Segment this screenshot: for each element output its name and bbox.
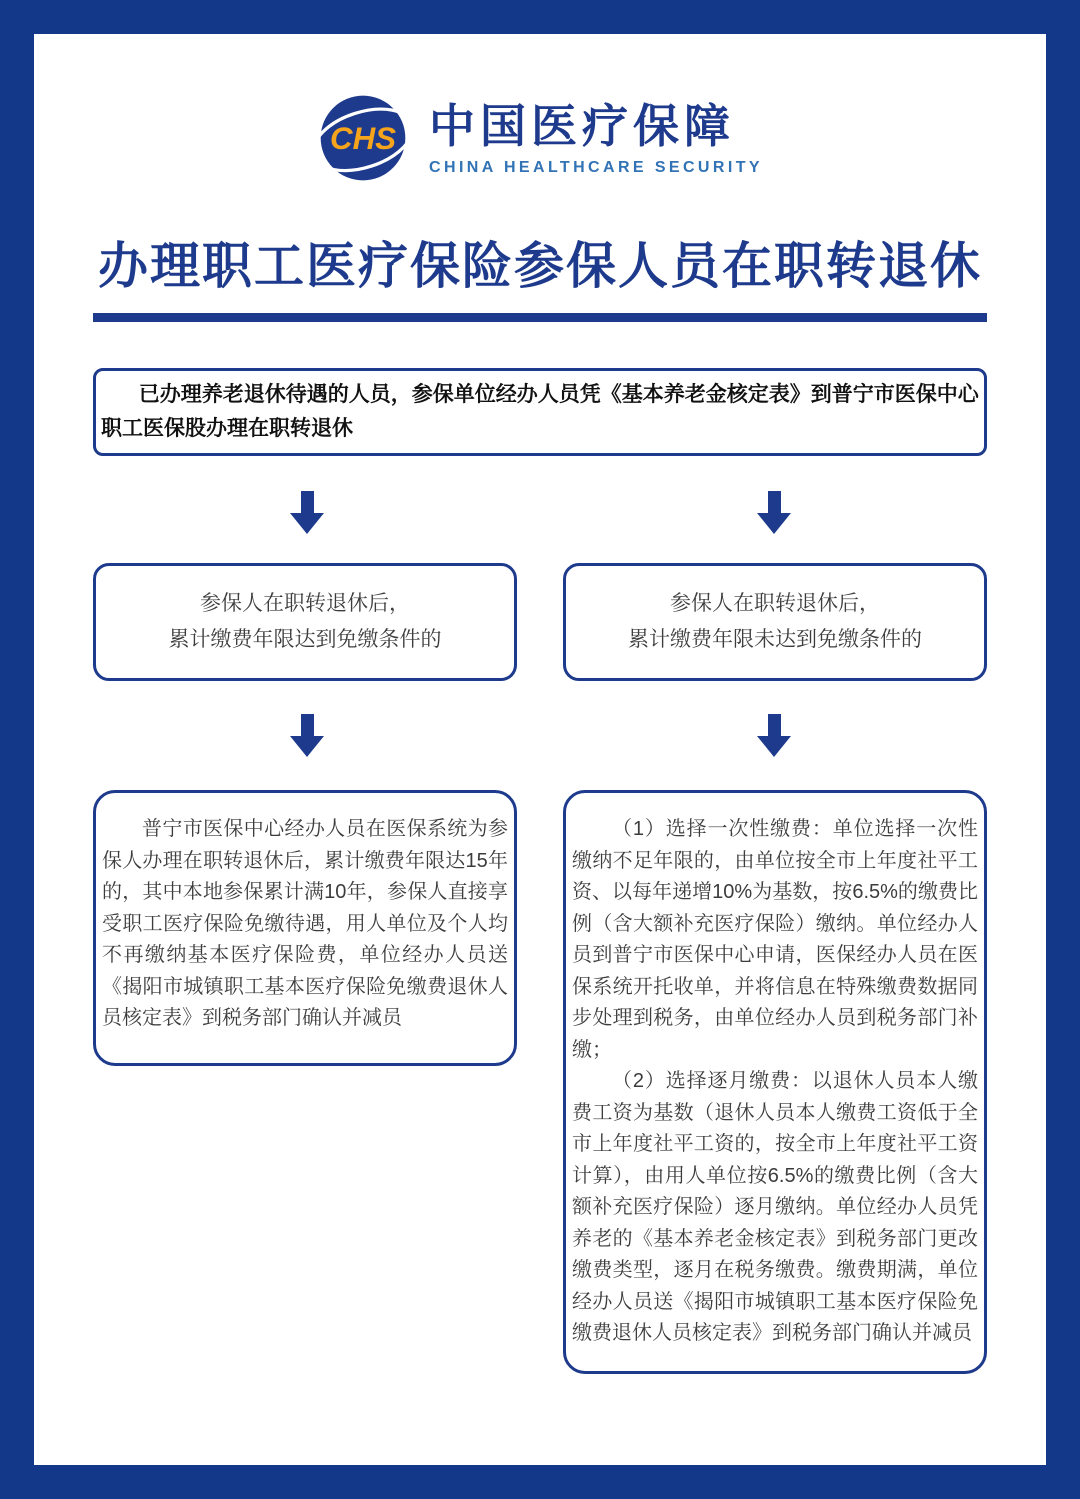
condition-box-exempt xyxy=(93,563,517,681)
arrow-head xyxy=(290,736,324,757)
intro-text: 已办理养老退休待遇的人员，参保单位经办人员凭《基本养老金核定表》到普宁市医保中心职工医保股办理在职转退休 xyxy=(101,383,979,440)
detail-box-payment-options xyxy=(563,790,987,1374)
detail-paragraph: （2）选择逐月缴费：以退休人员本人缴费工资为基数（退休人员本人缴费工资低于全市上年度社平工资的，按全市上年度社平工资计算），由用人单位按6.5%的缴费比例（含大额补充医疗保险）逐月缴纳。单位经办人员凭养老的《基本养老金核定表》到税务部门更改缴费类型，逐月在税务缴费。缴费期满，单位经办人员送《揭阳市城镇职工基本医疗保险免缴费退休人员核定表》到税务部门确认并减员 xyxy=(572,1070,978,1344)
chs-globe-icon xyxy=(317,92,409,184)
condition-box-not-exempt xyxy=(563,563,987,681)
condition-text-line1: 参保人在职转退休后， xyxy=(200,592,410,615)
svg-text:CHS: CHS xyxy=(330,121,397,157)
logo-name-zh: 中国医疗保障 xyxy=(429,100,736,152)
down-arrow-icon xyxy=(290,491,324,534)
logo-text-block xyxy=(429,97,763,179)
down-arrow-icon xyxy=(757,714,791,757)
arrow-stem xyxy=(768,491,781,513)
arrow-head xyxy=(290,513,324,534)
detail-paragraph: （1）选择一次性缴费：单位选择一次性缴纳不足年限的，由单位按全市上年度社平工资、以每年递增10%为基数，按6.5%的缴费比例（含大额补充医疗保险）缴纳。单位经办人员到普宁市医保中心申请，医保经办人员在医保系统开托收单，并将信息在特殊缴费数据同步处理到税务，由单位经办人员到税务部门补缴； xyxy=(572,818,978,1061)
arrow-stem xyxy=(301,714,314,736)
condition-text-line2: 累计缴费年限达到免缴条件的 xyxy=(168,628,442,651)
logo-name-en: CHINA HEALTHCARE SECURITY xyxy=(429,159,763,176)
down-arrow-icon xyxy=(290,714,324,757)
condition-text-line1: 参保人在职转退休后， xyxy=(670,592,880,615)
condition-text-line2: 累计缴费年限未达到免缴条件的 xyxy=(628,628,922,651)
arrow-stem xyxy=(768,714,781,736)
page-title: 办理职工医疗保险参保人员在职转退休 xyxy=(98,238,982,294)
intro-box xyxy=(93,368,987,456)
arrow-stem xyxy=(301,491,314,513)
detail-paragraph: 普宁市医保中心经办人员在医保系统为参保人办理在职转退休后，累计缴费年限达15年的，其中本地参保累计满10年，参保人直接享受职工医疗保险免缴待遇，用人单位及个人均不再缴纳基本医疗保险费，单位经办人员送《揭阳市城镇职工基本医疗保险免缴费退休人员核定表》到税务部门确认并减员 xyxy=(102,818,508,1029)
arrow-head xyxy=(757,513,791,534)
org-logo xyxy=(0,92,1080,184)
down-arrow-icon xyxy=(757,491,791,534)
arrow-head xyxy=(757,736,791,757)
detail-box-exempt-procedure xyxy=(93,790,517,1066)
title-underline xyxy=(93,313,987,322)
